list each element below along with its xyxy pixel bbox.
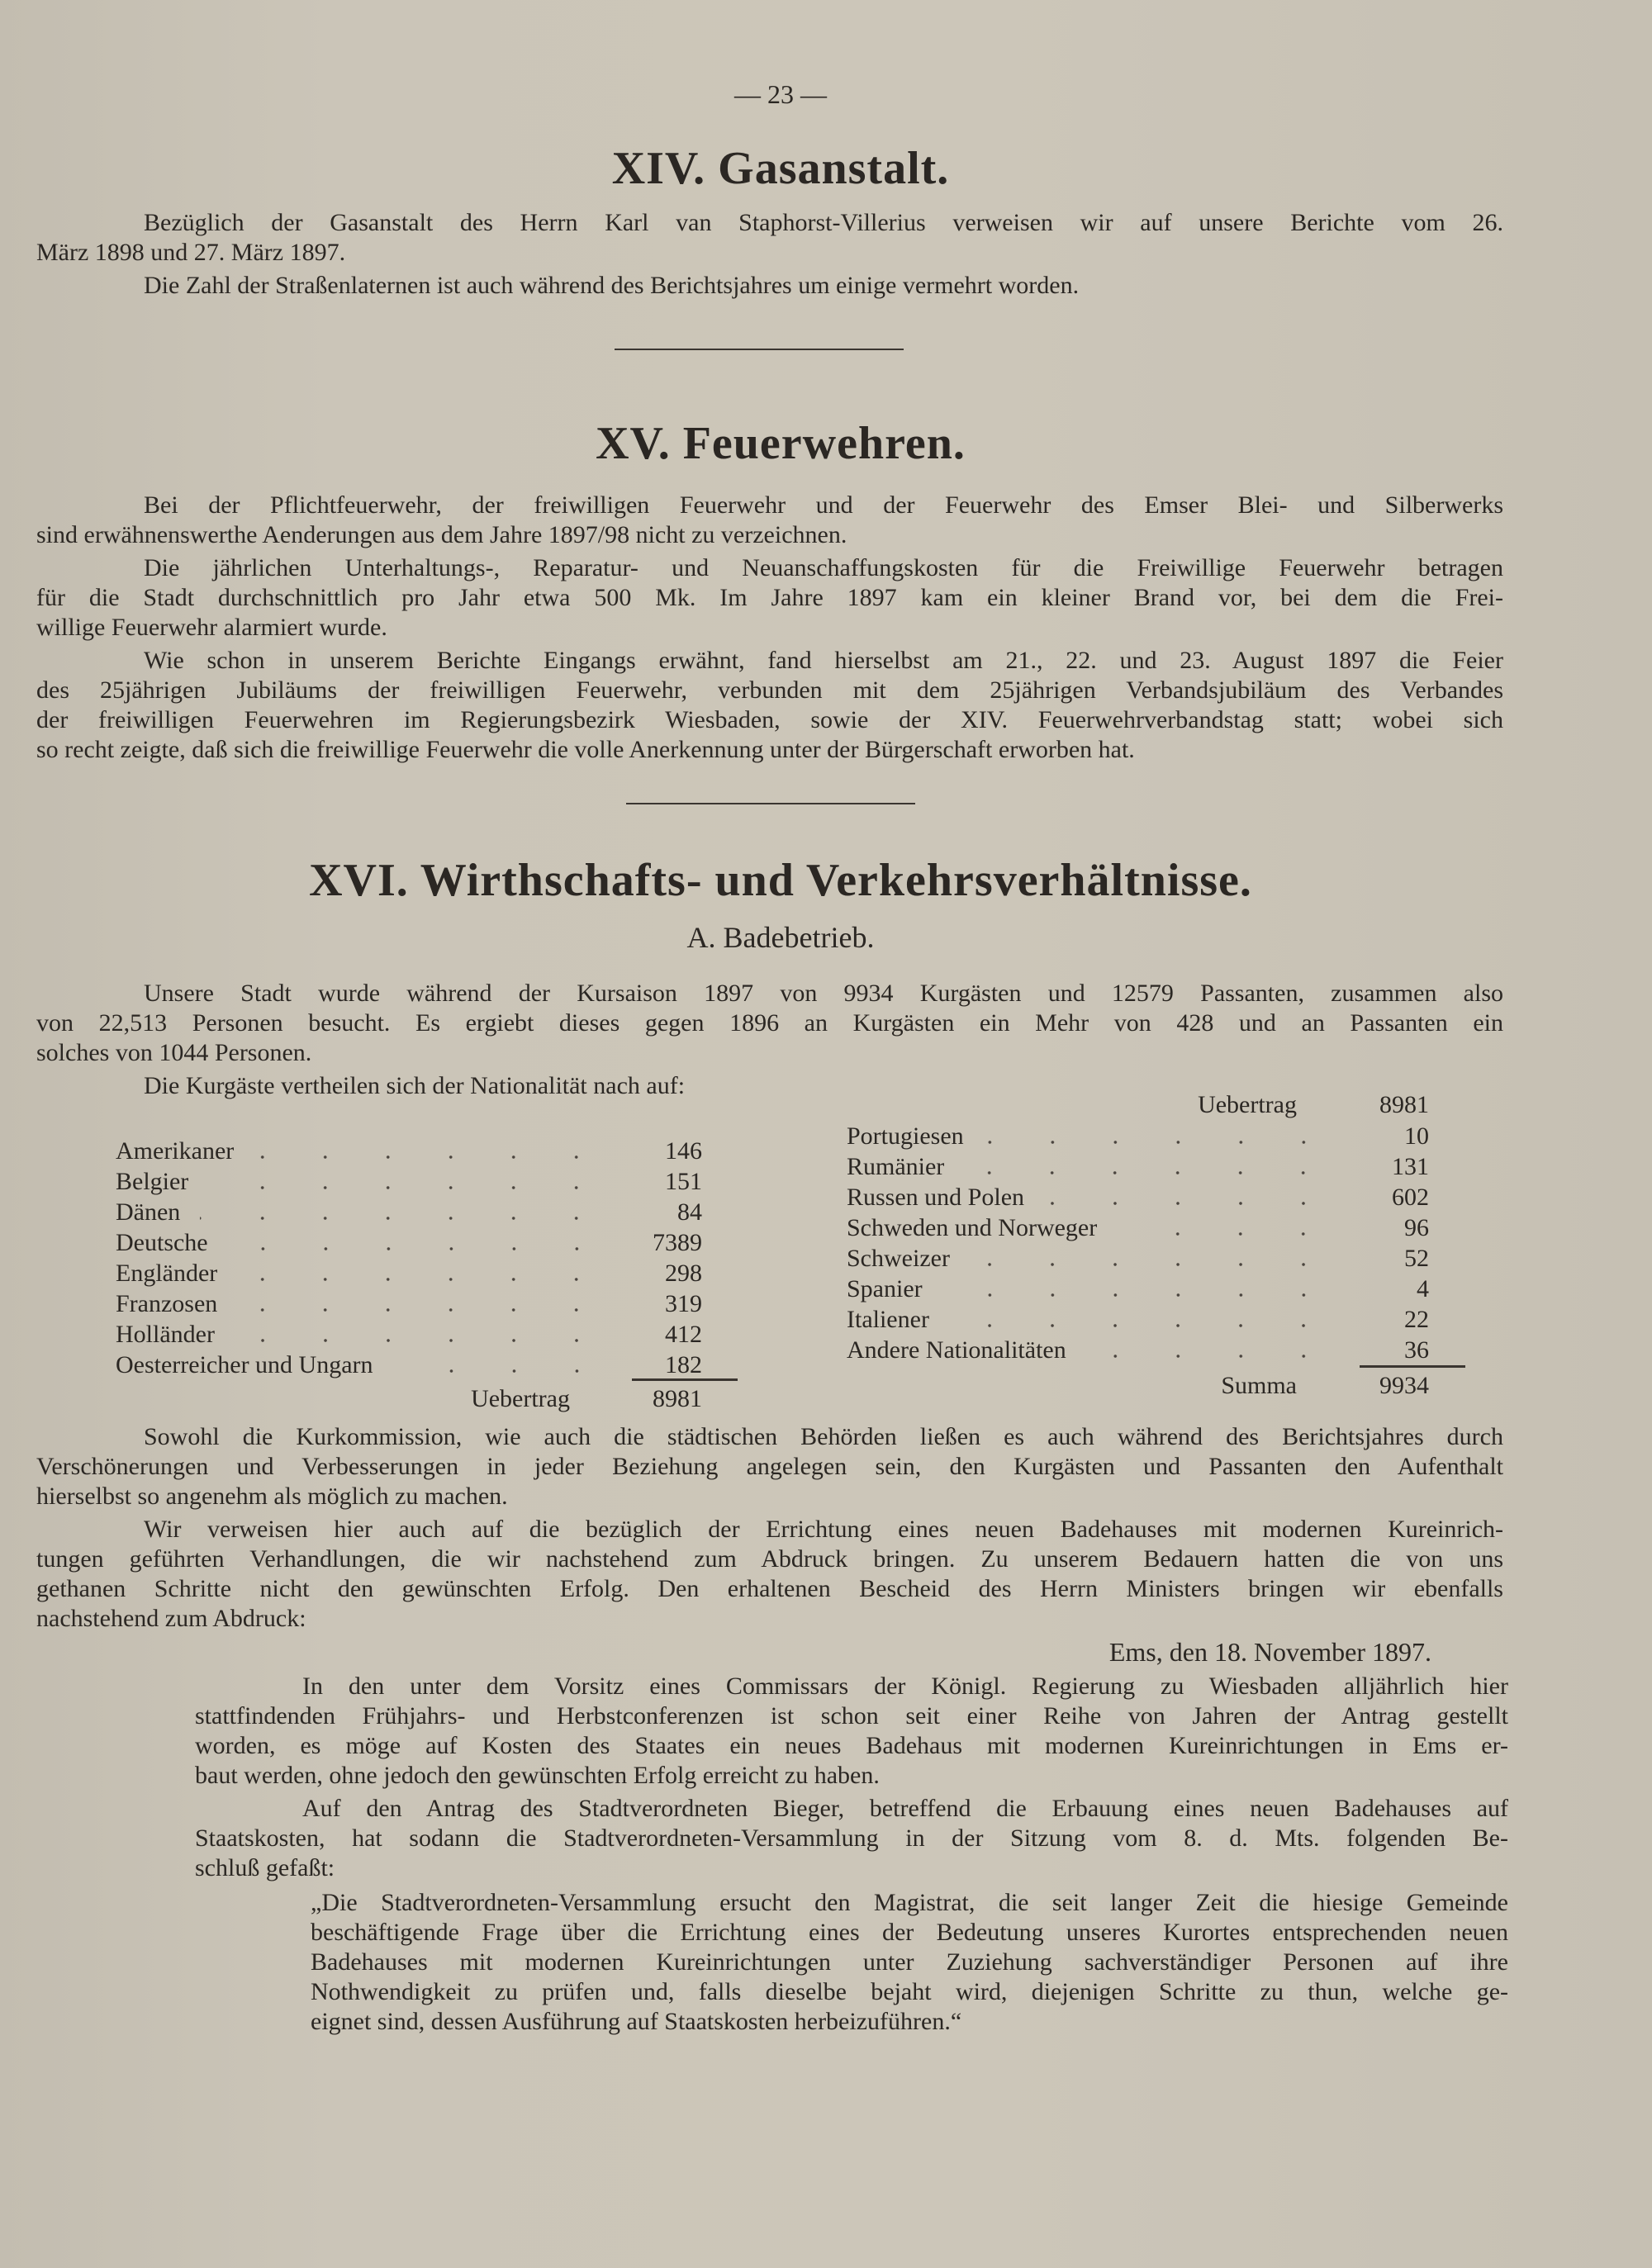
nationality-name: Schweizer <box>847 1245 950 1272</box>
text-line: von 22,513 Personen besucht. Es ergiebt dieses gegen 1896 an Kurgästen ein Mehr von 428 und an Passanten ein <box>36 1009 1503 1037</box>
guest-count: 22 <box>1404 1306 1429 1333</box>
nationality-name: Amerikaner <box>116 1137 235 1165</box>
table-row <box>847 1336 1429 1365</box>
text-line: für die Stadt durchschnittlich pro Jahr etwa 500 Mk. Im Jahre 1897 kam ein kleiner Brand vor, bei dem die Frei- <box>36 584 1503 611</box>
letter-dateline: Ems, den 18. November 1897. <box>1108 1637 1431 1667</box>
nationality-name: Deutsche <box>116 1229 208 1256</box>
dot-leader <box>237 1308 608 1312</box>
text-line: März 1898 und 27. März 1897. <box>36 239 346 266</box>
paragraph <box>36 1422 1503 1511</box>
text-line: Unsere Stadt wurde während der Kursaison 1897 von 9934 Kurgästen und 12579 Passanten, zusammen also <box>144 980 1503 1007</box>
text-line: baut werden, ohne jedoch den gewünschten Erfolg erreicht zu haben. <box>195 1762 880 1789</box>
text-line: Wir verweisen hier auch auf die bezüglich der Errichtung eines neuen Badehauses mit modernen Kureinrich- <box>144 1516 1503 1543</box>
paragraph <box>36 646 1503 765</box>
total-label: Summa <box>1221 1372 1297 1399</box>
text-line: In den unter dem Vorsitz eines Commissars der Königl. Regierung zu Wiesbaden alljährlich hier <box>302 1673 1508 1700</box>
text-line: Auf den Antrag des Stadtverordneten Bieger, betreffend die Erbauung eines neuen Badehauses auf <box>302 1795 1508 1822</box>
table-row <box>116 1350 702 1380</box>
guest-count: 146 <box>665 1137 702 1165</box>
dot-leader <box>254 1155 608 1159</box>
dot-leader <box>984 1141 1335 1144</box>
text-line: sind erwähnenswerthe Aenderungen aus dem Jahre 1897/98 nicht zu verzeichnen. <box>36 521 847 548</box>
carry-label: Uebertrag <box>1198 1091 1297 1118</box>
guest-count: 602 <box>1392 1184 1429 1211</box>
guest-count: 412 <box>665 1321 702 1348</box>
table-row <box>116 1228 702 1258</box>
table-row <box>847 1183 1429 1212</box>
section-divider <box>626 803 915 804</box>
guest-count: 4 <box>1417 1275 1429 1302</box>
guest-count: 298 <box>665 1260 702 1287</box>
dot-leader <box>949 1324 1335 1327</box>
subtotal-value: 8981 <box>653 1385 702 1412</box>
dot-leader <box>208 1186 608 1189</box>
nationality-name: Rumänier <box>847 1153 945 1180</box>
letter-paragraph <box>195 1672 1508 1791</box>
text-line: so recht zeigte, daß sich die freiwillige Feuerwehr die volle Anerkennung unter der Bürgerschaft erworben hat. <box>36 736 1135 763</box>
subsection-title: A. Badebetrieb. <box>686 921 875 954</box>
dot-leader <box>942 1293 1335 1297</box>
text-line: schluß gefaßt: <box>195 1854 335 1881</box>
section-title-xiv: XIV. Gasanstalt. <box>611 143 950 194</box>
guest-count: 151 <box>665 1168 702 1195</box>
table-row <box>847 1274 1429 1304</box>
guest-count: 7389 <box>653 1229 702 1256</box>
nationality-name: Andere Nationalitäten <box>847 1336 1066 1364</box>
paragraph <box>36 208 1503 268</box>
table-row <box>847 1305 1429 1335</box>
table-row <box>116 1320 702 1350</box>
section-title-xvi: XVI. Wirthschafts- und Verkehrsverhältnisse. <box>309 855 1252 906</box>
nationality-name: Italiener <box>847 1306 929 1333</box>
text-line: Nothwendigkeit zu prüfen und, falls dieselbe bejaht wird, diejenigen Schritte zu thun, welche ge- <box>311 1978 1508 2005</box>
text-line: Bezüglich der Gasanstalt des Herrn Karl van Staphorst-Villerius verweisen wir auf unsere Berichte vom 26. <box>144 209 1503 236</box>
nationality-name: Spanier <box>847 1275 923 1302</box>
total-value: 9934 <box>1379 1372 1429 1399</box>
table-row <box>847 1244 1429 1274</box>
dot-leader <box>235 1339 608 1342</box>
text-line: nachstehend zum Abdruck: <box>36 1605 306 1632</box>
paragraph <box>36 271 1503 301</box>
table-row <box>116 1136 702 1166</box>
paragraph <box>36 1515 1503 1634</box>
text-line: hierselbst so angenehm als möglich zu machen. <box>36 1483 508 1510</box>
text-line: willige Feuerwehr alarmiert wurde. <box>36 614 387 641</box>
guest-count: 182 <box>665 1351 702 1378</box>
text-line: Wie schon in unserem Berichte Eingangs erwähnt, fand hierselbst am 21., 22. und 23. August 1897 die Feier <box>144 647 1503 674</box>
table-row <box>847 1152 1429 1182</box>
guest-count: 10 <box>1404 1122 1429 1150</box>
paragraph <box>36 553 1503 643</box>
dot-leader <box>1086 1355 1335 1358</box>
text-line: eignet sind, dessen Ausführung auf Staatskosten herbeizuführen.“ <box>311 2008 962 2035</box>
paragraph <box>36 491 1503 550</box>
guest-count: 131 <box>1392 1153 1429 1180</box>
text-line: Die Zahl der Straßenlaternen ist auch während des Berichtsjahres um einige vermehrt worden. <box>144 272 1080 299</box>
nationality-name: Russen und Polen <box>847 1184 1025 1211</box>
text-line: beschäftigende Frage über die Errichtung eines der Bedeutung unseres Kurortes entsprechenden neuen <box>311 1919 1508 1946</box>
text-line: Staatskosten, hat sodann die Stadtverordneten-Versammlung in der Sitzung vom 8. d. Mts. folgenden Be- <box>195 1824 1508 1852</box>
carry-value: 8981 <box>1379 1091 1429 1118</box>
text-line: gethanen Schritte nicht den gewünschten Erfolg. Den erhaltenen Bescheid des Herrn Ministers bringen wir ebenfalls <box>36 1575 1503 1602</box>
page-number: — 23 — <box>734 79 827 109</box>
dot-leader <box>1117 1232 1335 1236</box>
text-line: Verschönerungen und Verbesserungen in jeder Beziehung angelegen sein, den Kurgästen und Passanten den Aufenthalt <box>36 1453 1503 1480</box>
text-line: der freiwilligen Feuerwehren im Regierungsbezirk Wiesbaden, sowie der XIV. Feuerwehrverbandstag statt; wobei sich <box>36 706 1503 733</box>
table-row <box>116 1167 702 1197</box>
letter-paragraph <box>195 1794 1508 1883</box>
text-line: Die jährlichen Unterhaltungs-, Reparatur- und Neuanschaffungskosten für die Freiwillige Feuerwehr betragen <box>144 554 1503 581</box>
table-row <box>847 1213 1429 1243</box>
text-line: Badehauses mit modernen Kureinrichtungen unter Zuziehung sachverständiger Personen auf ihre <box>311 1948 1508 1976</box>
dot-leader <box>1044 1202 1335 1205</box>
dot-leader <box>970 1263 1335 1266</box>
dot-leader <box>228 1247 608 1250</box>
guest-count: 36 <box>1404 1336 1429 1364</box>
nationality-name: Franzosen <box>116 1290 218 1317</box>
resolution-quote <box>311 1888 1508 2037</box>
table-row <box>116 1198 702 1227</box>
nationality-name: Oesterreicher und Ungarn <box>116 1351 373 1378</box>
guest-count: 52 <box>1404 1245 1429 1272</box>
nationality-name: Belgier <box>116 1168 189 1195</box>
text-line: des 25jährigen Jubiläums der freiwilligen Feuerwehr, verbunden mit dem 25jährigen Verbandsjubiläum des Verbandes <box>36 676 1503 704</box>
section-divider <box>615 349 904 350</box>
subtotal-label: Uebertrag <box>471 1385 570 1412</box>
nationality-name: Schweden und Norweger <box>847 1214 1098 1241</box>
table-row <box>847 1122 1429 1151</box>
nationality-name: Dänen <box>116 1198 181 1226</box>
paragraph <box>36 979 1503 1068</box>
text-line: tungen geführten Verhandlungen, die wir nachstehend zum Abdruck bringen. Zu unserem Bedauern hatten die von uns <box>36 1545 1503 1573</box>
sum-rule <box>1360 1365 1465 1368</box>
text-line: solches von 1044 Personen. <box>36 1039 312 1066</box>
text-line: „Die Stadtverordneten-Versammlung ersucht den Magistrat, die seit langer Zeit die hiesige Gemeinde <box>311 1889 1508 1916</box>
table-row <box>116 1259 702 1288</box>
table-row <box>116 1289 702 1319</box>
nationality-name: Engländer <box>116 1260 218 1287</box>
nationality-name: Portugiesen <box>847 1122 964 1150</box>
text-line: Bei der Pflichtfeuerwehr, der freiwilligen Feuerwehr und der Feuerwehr des Emser Blei- und Silberwerks <box>144 491 1503 519</box>
dot-leader <box>200 1217 608 1220</box>
text-line: Die Kurgäste vertheilen sich der Nationalität nach auf: <box>144 1072 686 1099</box>
dot-leader <box>964 1171 1335 1174</box>
section-title-xv: XV. Feuerwehren. <box>596 418 966 469</box>
dot-leader <box>393 1369 608 1373</box>
nationality-name: Holländer <box>116 1321 215 1348</box>
dot-leader <box>237 1278 608 1281</box>
guest-count: 319 <box>665 1290 702 1317</box>
text-line: worden, es möge auf Kosten des Staates ein neues Badehaus mit modernen Kureinrichtungen in Ems er- <box>195 1732 1508 1759</box>
text-line: Sowohl die Kurkommission, wie auch die städtischen Behörden ließen es auch während des Berichtsjahres durch <box>144 1423 1503 1450</box>
guest-count: 96 <box>1404 1214 1429 1241</box>
text-line: stattfindenden Frühjahrs- und Herbstconferenzen ist schon seit einer Reihe von Jahren der Antrag gestellt <box>195 1702 1508 1729</box>
guest-count: 84 <box>677 1198 702 1226</box>
